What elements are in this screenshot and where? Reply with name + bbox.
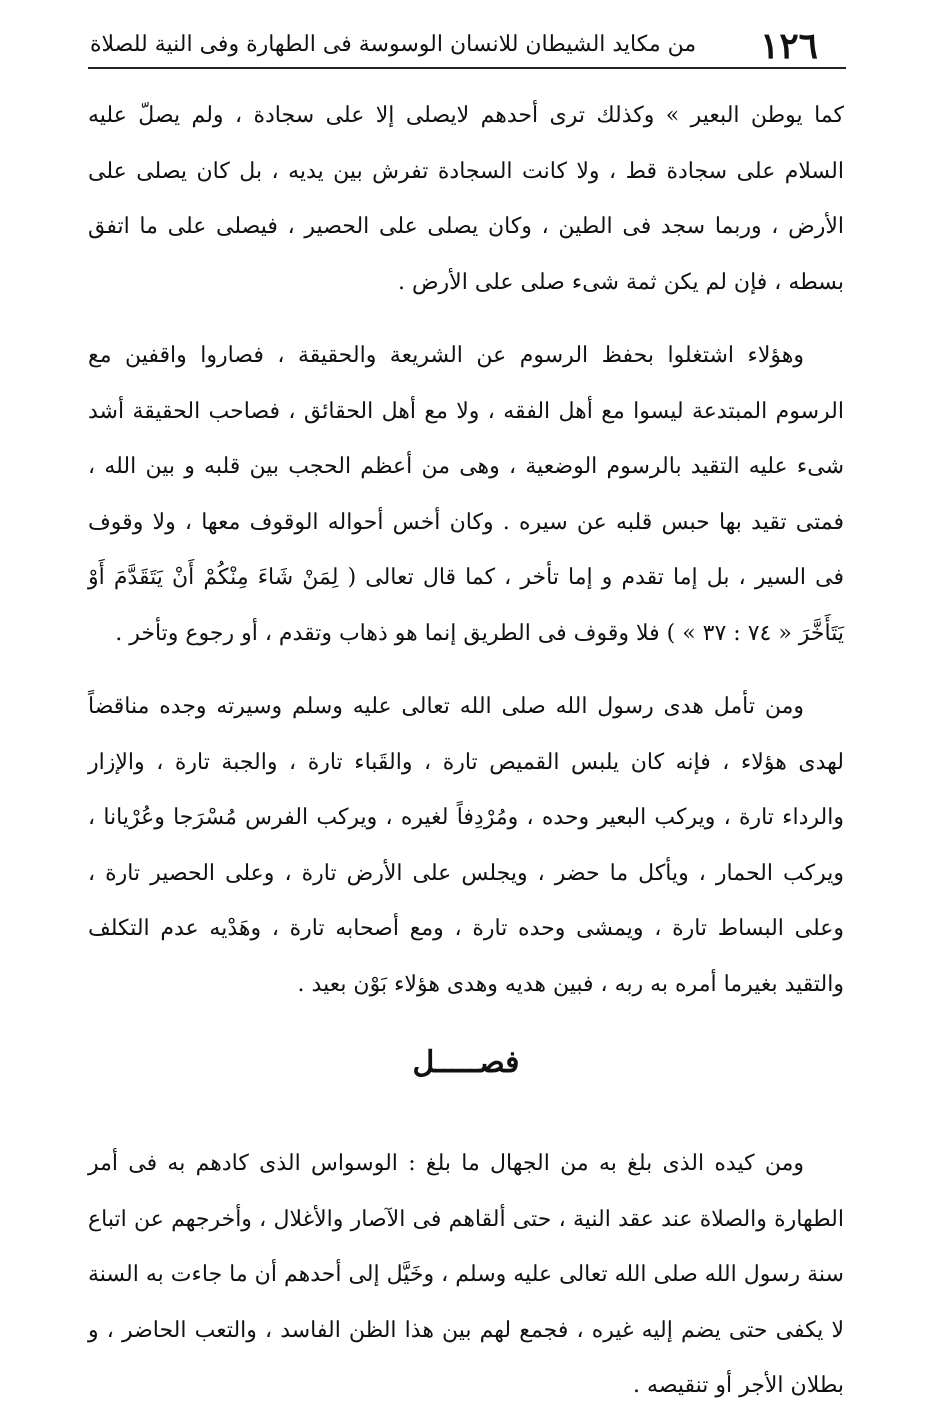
paragraph-1: كما يوطن البعير » وكذلك ترى أحدهم لايصلى إلا على سجادة ، ولم يصلّ عليه السلام على سجادة قط ، ولا كانت السجادة تفرش بين يديه ، بل كان يصلى على الأرض ، وربما سجد فى الطين ، وكان يصلى على الحصير ، فيصلى على ما اتفق بسطه ، فإن لم يكن ثمة شىء صلى على الأرض . (88, 103, 844, 295)
section-heading: فصـــــل (412, 1045, 520, 1080)
paragraph-gap (88, 661, 844, 679)
page-header (90, 14, 818, 66)
paragraph-2: وهؤلاء اشتغلوا بحفظ الرسوم عن الشريعة والحقيقة ، فصاروا واقفين مع الرسوم المبتدعة ليسوا مع أهل الفقه ، ولا مع أهل الحقائق ، فصاحب الحقيقة أشد شىء عليه التقيد بالرسوم الوضعية ، وهى من أعظم الحجب بين قلبه و بين الله ، فمتى تقيد بها حبس قلبه عن سيره . وكان أخس أحواله الوقوف معها ، ولا وقوف فى السير ، بل إما تقدم و إما تأخر ، كما قال تعالى ( لِمَنْ شَاءَ مِنْكُمْ أَنْ يَتَقَدَّمَ أَوْ يَتَأَخَّرَ « ٧٤ : ٣٧ » ) فلا وقوف فى الطريق إنما هو ذهاب وتقدم ، أو رجوع وتأخر . (88, 343, 845, 646)
paragraph-3: ومن تأمل هدى رسول الله صلى الله تعالى عليه وسلم وسيرته وجده مناقضاً لهدى هؤلاء ، فإنه كان يلبس القميص تارة ، والقَباء تارة ، والجبة تارة ، والإزار والرداء تارة ، ويركب البعير وحده ، ومُرْدِفاً لغيره ، ويركب الفرس مُسْرَجا وعُرْيانا ، ويركب الحمار ، ويأكل ما حضر ، ويجلس على الأرض تارة ، وعلى الحصير تارة ، وعلى البساط تارة ، ويمشى وحده تارة ، ومع أصحابه تارة ، وهَدْيه عدم التكلف والتقيد بغيرما أمره به ربه ، فبين هديه وهدى هؤلاء بَوْن بعيد . (88, 694, 844, 997)
header-rule (88, 67, 846, 69)
running-title: من مكايد الشيطان للانسان الوسوسة فى الطهارة وفى النية للصلاة (90, 32, 697, 57)
page-number: ١٢٦ (759, 25, 818, 67)
paragraph-gap (88, 310, 844, 328)
body-text (88, 88, 844, 1012)
section-body (88, 1136, 844, 1414)
section-paragraph: ومن كيده الذى بلغ به من الجهال ما بلغ : الوسواس الذى كادهم به فى أمر الطهارة والصلاة عند عقد النية ، حتى ألقاهم فى الآصار والأغلال ، وأخرجهم عن اتباع سنة رسول الله صلى الله تعالى عليه وسلم ، وخَيَّل إلى أحدهم أن ما جاءت به السنة لا يكفى حتى يضم إليه غيره ، فجمع لهم بين هذا الظن الفاسد ، والتعب الحاضر ، و بطلان الأجر أو تنقيصه . (88, 1151, 844, 1398)
